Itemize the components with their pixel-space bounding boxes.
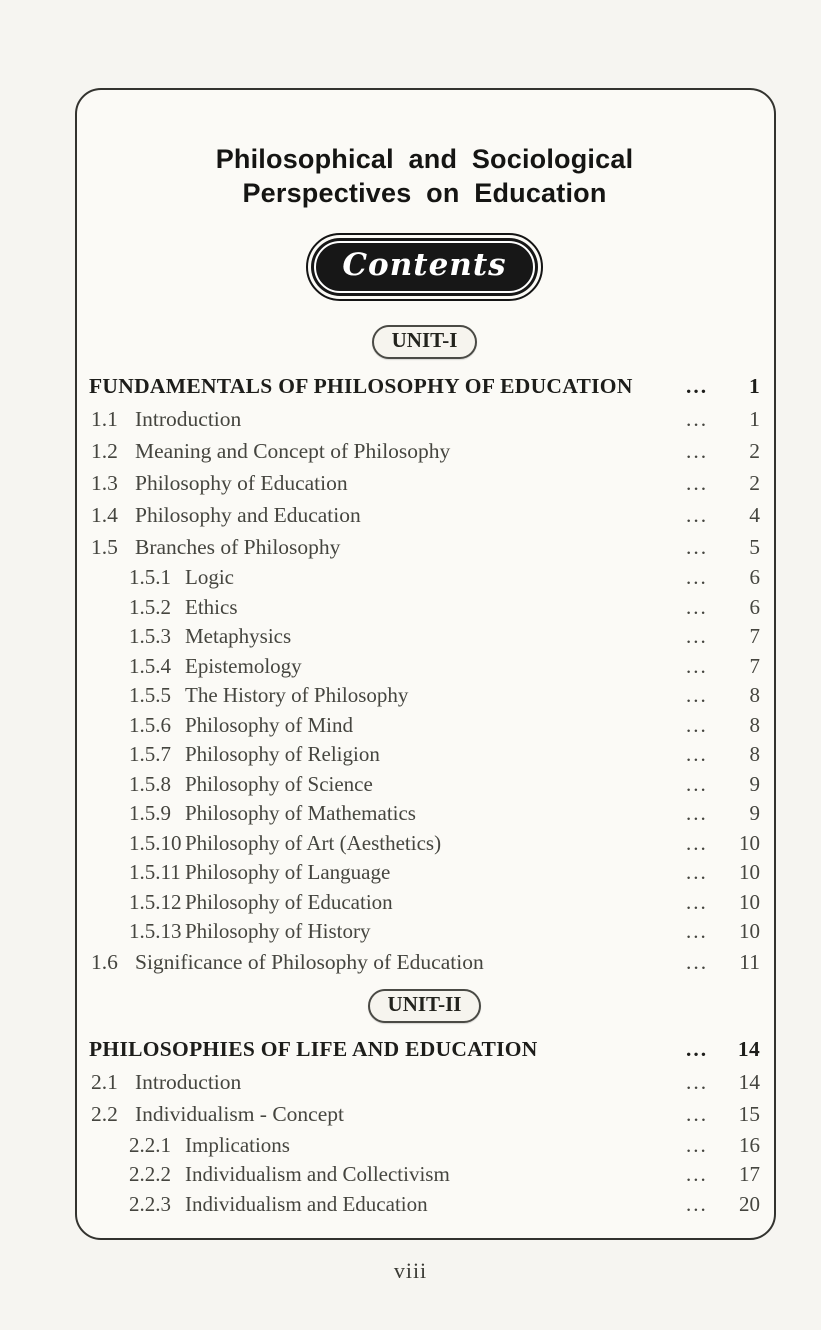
toc-entry-page-number: 11 (739, 950, 760, 974)
toc-entry-label: Individualism and Collectivism (185, 1162, 450, 1187)
toc-entry-label: Philosophy of Mind (185, 712, 354, 737)
toc-entry-page-number: 7 (749, 653, 760, 678)
toc-entry-row (89, 1131, 760, 1161)
toc-entry-label: Significance of Philosophy of Education (135, 950, 484, 974)
toc-entry-number: 2.2 (91, 1102, 118, 1126)
book-title-line-2: Perspectives on Education (242, 178, 607, 208)
toc-section-heading-page-number: 14 (737, 1037, 760, 1061)
toc-entry-row (89, 947, 760, 979)
toc-entry-number: 1.5.5 (129, 683, 171, 708)
toc-entry-row (89, 1067, 760, 1099)
toc-entry-page-number: 5 (749, 534, 760, 559)
toc-entry-page-number: 8 (749, 683, 760, 708)
dots-separator: ... (686, 919, 708, 944)
unit-badge (368, 989, 482, 1023)
toc-entry-row (89, 740, 760, 770)
toc-entry-list (89, 1067, 760, 1220)
dots-separator: ... (686, 742, 708, 767)
toc-entry-number: 1.2 (91, 438, 118, 463)
toc-section-heading-page-number: 1 (748, 373, 760, 398)
toc-entry-row (89, 435, 760, 467)
toc-entry-number: 1.5.2 (129, 594, 171, 619)
toc-entry-page-number: 8 (749, 712, 760, 737)
toc-entry-label: Ethics (185, 594, 238, 619)
dots-separator: ... (686, 594, 708, 619)
toc-entry-label: The History of Philosophy (185, 683, 409, 708)
contents-badge-label: Contents (314, 241, 534, 293)
toc-entry-label: Philosophy of Language (185, 860, 391, 885)
dots-separator: ... (686, 1132, 708, 1157)
toc-entry-label: Philosophy of Religion (185, 742, 380, 767)
toc-entry-number: 1.5.11 (129, 860, 181, 885)
toc-unit (89, 989, 760, 1220)
toc-section-heading-row (89, 1033, 760, 1067)
toc-entry-page-number: 10 (739, 889, 760, 914)
dots-separator: ... (686, 889, 708, 914)
dots-separator: ... (686, 950, 709, 974)
toc-entry-row (89, 1190, 760, 1220)
contents-badge (306, 233, 542, 301)
toc-entry-label: Implications (185, 1132, 290, 1157)
toc-entry-number: 1.3 (91, 470, 118, 495)
toc-entry-page-number: 2 (749, 438, 760, 463)
toc-entry-row (89, 1099, 760, 1131)
toc-entry-number: 2.2.3 (129, 1191, 171, 1216)
book-title-line-1: Philosophical and Sociological (215, 144, 634, 174)
toc-entry-label: Philosophy and Education (135, 502, 361, 527)
toc-entry-row (89, 1160, 760, 1190)
unit-badge (372, 325, 478, 359)
toc-entry-row (89, 829, 760, 859)
dots-separator: ... (686, 801, 708, 826)
toc-entry-label: Meaning and Concept of Philosophy (135, 438, 451, 463)
dots-separator: ... (686, 830, 708, 855)
toc-entry-label: Introduction (135, 406, 242, 431)
toc-entry-row (89, 652, 760, 682)
toc-entry-page-number: 17 (739, 1162, 760, 1187)
dots-separator: ... (686, 1037, 709, 1061)
dots-separator: ... (686, 565, 708, 590)
toc-entry-row (89, 467, 760, 499)
toc-entry-number: 1.4 (91, 502, 118, 527)
toc-entry-page-number: 6 (749, 565, 760, 590)
toc-entry-label: Philosophy of Education (185, 889, 393, 914)
toc-entry-row (89, 499, 760, 531)
toc-entry-label: Individualism and Education (185, 1191, 428, 1216)
toc-entry-number: 1.5 (91, 534, 118, 559)
toc-entry-number: 1.5.8 (129, 771, 171, 796)
toc-entry-row (89, 858, 760, 888)
toc-entry-page-number: 4 (749, 502, 760, 527)
dots-separator: ... (686, 683, 708, 708)
toc-entry-page-number: 8 (749, 742, 760, 767)
toc-entry-label: Metaphysics (185, 624, 292, 649)
toc-entry-number: 1.5.9 (129, 801, 171, 826)
toc-entry-page-number: 2 (749, 470, 760, 495)
dots-separator: ... (686, 771, 708, 796)
toc-entry-page-number: 9 (749, 801, 760, 826)
dots-separator: ... (686, 712, 708, 737)
dots-separator: ... (686, 406, 709, 431)
toc-entry-page-number: 14 (738, 1070, 760, 1094)
toc-entry-page-number: 9 (749, 771, 760, 796)
dots-separator: ... (686, 373, 709, 398)
toc-entry-label: Introduction (135, 1070, 242, 1094)
toc-entry-row (89, 888, 760, 918)
dots-separator: ... (686, 860, 708, 885)
toc-entry-row (89, 799, 760, 829)
toc-entry-row (89, 681, 760, 711)
toc-entry-number: 1.5.6 (129, 712, 171, 737)
toc-entry-page-number: 1 (749, 406, 760, 431)
dots-separator: ... (686, 653, 708, 678)
toc-entry-page-number: 10 (739, 919, 760, 944)
toc-entry-number: 1.5.12 (129, 889, 182, 914)
dots-separator: ... (686, 470, 709, 495)
toc-entry-label: Philosophy of History (185, 919, 371, 944)
toc-entry-row (89, 711, 760, 741)
toc-entry-number: 1.1 (91, 406, 118, 431)
toc-entry-row (89, 622, 760, 652)
toc-section-heading-row (89, 369, 760, 403)
toc-entry-number: 1.5.3 (129, 624, 171, 649)
toc-section-heading-label: PHILOSOPHIES OF LIFE AND EDUCATION (89, 1037, 538, 1061)
toc-entry-page-number: 15 (738, 1102, 760, 1126)
toc-entry-row (89, 917, 760, 947)
dots-separator: ... (686, 624, 708, 649)
toc-entry-label: Branches of Philosophy (135, 534, 341, 559)
unit-badge-label: UNIT-I (391, 328, 458, 352)
toc-entry-number: 1.6 (91, 950, 118, 974)
toc-entry-page-number: 16 (739, 1132, 760, 1157)
toc-entry-number: 1.5.13 (129, 919, 182, 944)
toc-entry-row (89, 593, 760, 623)
toc-unit (89, 325, 760, 979)
book-title (89, 142, 760, 210)
toc-entry-list (89, 403, 760, 979)
toc-entry-label: Epistemology (185, 653, 302, 678)
dots-separator: ... (686, 1162, 708, 1187)
toc-entry-page-number: 6 (749, 594, 760, 619)
toc-entry-label: Philosophy of Science (185, 771, 373, 796)
toc-entry-number: 1.5.4 (129, 653, 171, 678)
folio-page-number: viii (393, 1258, 428, 1283)
toc-entry-row (89, 531, 760, 563)
dots-separator: ... (686, 1070, 709, 1094)
toc-entry-number: 2.2.2 (129, 1162, 171, 1187)
dots-separator: ... (686, 438, 709, 463)
unit-badge-label: UNIT-II (387, 991, 462, 1016)
toc-entry-number: 2.1 (91, 1070, 118, 1094)
toc-entry-page-number: 20 (739, 1191, 760, 1216)
dots-separator: ... (686, 502, 709, 527)
toc-entry-page-number: 7 (749, 624, 760, 649)
toc-entry-label: Philosophy of Education (135, 470, 348, 495)
toc-entry-number: 1.5.1 (129, 565, 171, 590)
toc-section-heading-label: FUNDAMENTALS OF PHILOSOPHY OF EDUCATION (89, 373, 633, 398)
dots-separator: ... (686, 1102, 709, 1126)
dots-separator: ... (686, 534, 709, 559)
toc-entry-number: 1.5.10 (129, 830, 182, 855)
toc-entry-label: Individualism - Concept (135, 1102, 344, 1126)
toc-entry-page-number: 10 (739, 860, 760, 885)
dots-separator: ... (686, 1191, 708, 1216)
toc-entry-label: Philosophy of Art (Aesthetics) (185, 830, 442, 855)
contents-page-card (75, 88, 776, 1240)
toc-entry-page-number: 10 (739, 830, 760, 855)
toc-entry-number: 1.5.7 (129, 742, 171, 767)
contents-badge-fill (311, 238, 537, 296)
toc-entry-row (89, 770, 760, 800)
toc-entry-row (89, 563, 760, 593)
toc-entry-label: Logic (185, 565, 234, 590)
toc-units (89, 325, 760, 1219)
toc-entry-label: Philosophy of Mathematics (185, 801, 416, 826)
toc-entry-number: 2.2.1 (129, 1132, 171, 1157)
toc-entry-row (89, 403, 760, 435)
